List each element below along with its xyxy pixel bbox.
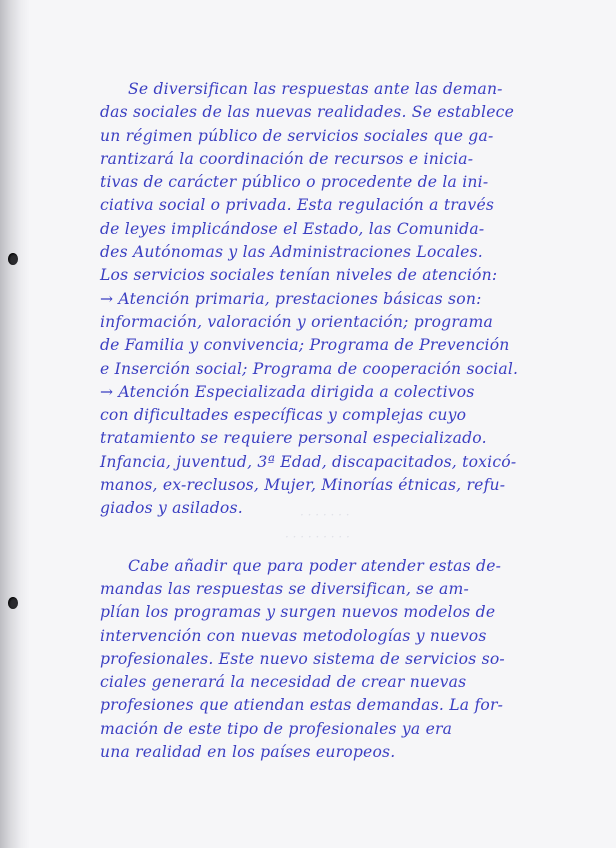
text-line: profesionales. Este nuevo sistema de servicios so- xyxy=(100,649,505,668)
text-line: de Familia y convivencia; Programa de Prevención xyxy=(100,336,510,355)
text-line: información, valoración y orientación; programa xyxy=(100,312,493,331)
text-line: mación de este tipo de profesionales ya era xyxy=(100,719,453,738)
binding-hole xyxy=(8,253,18,265)
text-line: → Atención primaria, prestaciones básicas son: xyxy=(100,289,482,308)
text-line: → Atención Especializada dirigida a colectivos xyxy=(100,382,475,401)
text-line: profesiones que atiendan estas demandas. La for- xyxy=(100,696,504,715)
text-line: Cabe añadir que para poder atender estas de- xyxy=(128,556,502,575)
text-line: rantizará la coordinación de recursos e inicia- xyxy=(100,149,474,168)
text-line: una realidad en los países europeos. xyxy=(100,743,396,762)
text-line: con dificultades específicas y complejas cuyo xyxy=(100,406,467,425)
text-line: de leyes implicándose el Estado, las Comunida- xyxy=(100,219,485,238)
text-line: giados y asilados. xyxy=(100,499,243,518)
text-line: intervención con nuevas metodologías y nuevos xyxy=(100,626,487,645)
binding-hole xyxy=(8,597,18,609)
text-line: tratamiento se requiere personal especializado. xyxy=(100,429,487,448)
text-line: des Autónomas y las Administraciones Locales. xyxy=(100,243,483,262)
text-line: un régimen público de servicios sociales que ga- xyxy=(100,126,494,145)
text-line: e Inserción social; Programa de cooperación social. xyxy=(100,359,519,378)
text-line: das sociales de las nuevas realidades. Se establece xyxy=(100,103,514,122)
text-line: tivas de carácter público o procedente de la ini- xyxy=(100,173,489,192)
handwritten-text xyxy=(100,78,570,764)
text-line: Los servicios sociales tenían niveles de atención: xyxy=(100,266,498,285)
bleed-through-text: · · · · · · · xyxy=(300,508,350,522)
text-line: mandas las respuestas se diversifican, se am- xyxy=(100,579,469,598)
binding-edge xyxy=(0,0,30,848)
bleed-through-text: · · · · · · · · · xyxy=(285,530,350,544)
paragraph-gap xyxy=(100,521,570,555)
text-line: Infancia, juventud, 3ª Edad, discapacitados, toxicó- xyxy=(100,452,517,471)
text-line: ciativa social o privada. Esta regulación a través xyxy=(100,196,495,215)
text-line: manos, ex-reclusos, Mujer, Minorías étnicas, refu- xyxy=(100,476,506,495)
text-line: Se diversifican las respuestas ante las deman- xyxy=(128,80,503,98)
text-line: plían los programas y surgen nuevos modelos de xyxy=(100,603,496,622)
text-line: ciales generará la necesidad de crear nuevas xyxy=(100,673,467,692)
